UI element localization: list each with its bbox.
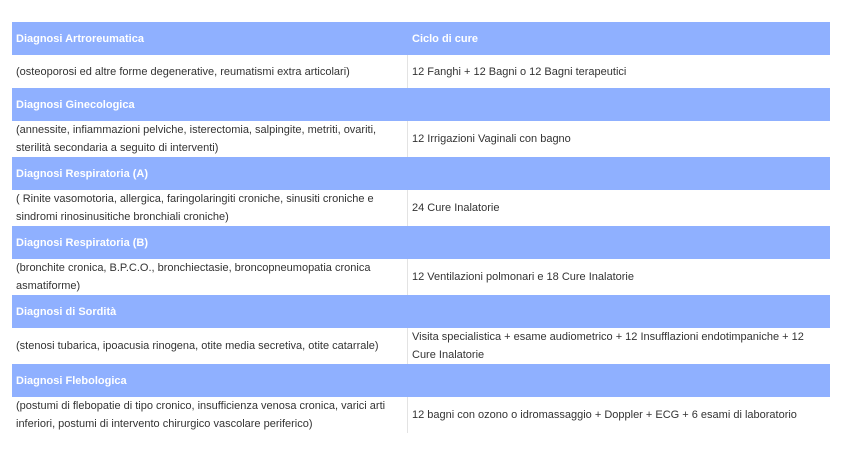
treatment-table	[12, 22, 830, 433]
row-treatment: 12 bagni con ozono o idromassaggio + Doppler + ECG + 6 esami di laboratorio	[412, 409, 797, 421]
header-treatment: Ciclo di cure	[412, 32, 479, 45]
row-treatment: 12 Fanghi + 12 Bagni o 12 Bagni terapeutici	[412, 65, 627, 78]
category-label: Diagnosi di Sordità	[16, 305, 117, 318]
row-treatment: 24 Cure Inalatorie	[412, 202, 500, 214]
row-description: (annessite, infiammazioni pelviche, isterectomia, salpingite, metriti, ovariti, sterilità secondaria a seguito di interventi)	[12, 121, 408, 157]
category-row	[12, 226, 830, 259]
row-treatment: 12 Ventilazioni polmonari e 18 Cure Inalatorie	[412, 271, 634, 283]
row-description: (postumi di flebopatie di tipo cronico, insufficienza venosa cronica, varici arti inferiori, postumi di intervento chirurgico vascolare periferico)	[12, 397, 408, 433]
row-description: ( Rinite vasomotoria, allergica, faringolaringiti croniche, sinusiti croniche e sindromi rinosinusitiche bronchiali croniche)	[12, 190, 408, 226]
category-label: Diagnosi Ginecologica	[16, 98, 135, 111]
table-row	[12, 397, 830, 433]
row-treatment: 12 Irrigazioni Vaginali con bagno	[412, 133, 571, 145]
category-row	[12, 364, 830, 397]
category-row	[12, 88, 830, 121]
row-description: (stenosi tubarica, ipoacusia rinogena, otite media secretiva, otite catarrale)	[12, 328, 408, 364]
category-label: Diagnosi Respiratoria (B)	[16, 236, 149, 249]
table-row	[12, 328, 830, 364]
category-row	[12, 295, 830, 328]
table-row	[12, 121, 830, 157]
table-row	[12, 190, 830, 226]
table-row	[12, 55, 830, 88]
category-label: Diagnosi Flebologica	[16, 374, 127, 387]
row-treatment: Visita specialistica + esame audiometrico + 12 Insufflazioni endotimpaniche + 12 Cure Inalatorie	[412, 331, 804, 361]
row-description: (bronchite cronica, B.P.C.O., bronchiectasie, broncopneumopatia cronica asmatiforme)	[12, 259, 408, 295]
category-label: Diagnosi Respiratoria (A)	[16, 167, 149, 180]
table-header-row	[12, 22, 830, 55]
row-description: (osteoporosi ed altre forme degenerative, reumatismi extra articolari)	[12, 55, 408, 88]
header-diagnosis: Diagnosi Artroreumatica	[16, 32, 144, 45]
table-row	[12, 259, 830, 295]
category-row	[12, 157, 830, 190]
